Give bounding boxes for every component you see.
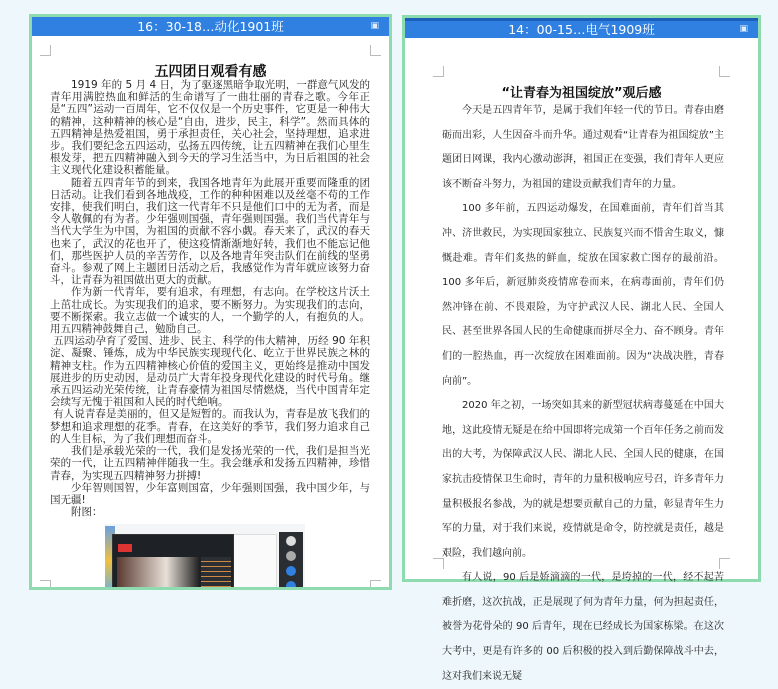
page-corner-mark [370, 45, 381, 56]
paragraph: 五四运动孕育了爱国、进步、民主、科学的伟大精神，历经 90 年积淀、凝聚、锤炼，成为中华民族实现现代化、屹立于世界民族之林的精神支柱。作为五四精神核心价值的爱国主义，更始终是推动中国发展进步的历史动因，是动员广大青年投身现代化建设的时代号角。继承五四运动光荣传统，让青春豪情为祖国尽情燃烧，当代中国青年定会续写无愧于祖国和人民的时代绝响。 [50, 335, 370, 409]
essay-body [50, 79, 370, 590]
paragraph: 随着五四青年节的到来，我国各地青年为此展开重要而隆重的团日活动。让我们看到各地战疫，工作的种种困难以及丝毫不苟的工作安排，使我们明白，我们这一代青年不只是他们口中的无为者，而是令人敬佩的有为者。少年强则国强，青年强则国强。我们当代青年与当代大学生为中国，为祖国的贡献不容小觑。春天来了，武汉的春天也来了，武汉的花也开了，使这疫情渐渐地好转，我们也不能忘记他们，那些医护人员的辛苦劳作，以及各地青年突击队们在前线的坚勇奋斗。参观了网上主题团日活动之后，我感觉作为青年就应该努力奋斗，让青春为祖国做出更大的贡献。 [50, 176, 370, 287]
essay-title: “让青春为祖国绽放”观后感 [501, 86, 662, 101]
paragraph: 今天是五四青年节，是属于我们年轻一代的节日。青春由磨砺而出彩，人生因奋斗而升华。通过观看“让青春为祖国绽放”主题团日网课，我内心激动澎湃，祖国正在变强，我们青年人更应该不断奋斗努力，为祖国的建设贡献我们青年的力量。 [442, 105, 724, 190]
paragraph: 1919 年的 5 月 4 日，为了驱逐黑暗争取光明，一群意气风发的青年用满腔热血和鲜活的生命谱写了一曲壮丽的青春之歌。今年正是“五四”运动一百周年，它不仅仅是一个历史事件，它更是一种伟大的精神，这种精神的核心是“自由，进步，民主，科学”。然而具体的五四精神是热爱祖国，勇于承担责任，关心社会，坚持理想，追求进步。我们要纪念五四运动，弘扬五四传统，让五四精神在我们心里生根发芽，把五四精神融入到今天的学习生活当中，为日后祖国的社会主义现代化建设积蓄能量。 [50, 79, 370, 177]
document-icon[interactable]: ▣ [370, 21, 379, 31]
essay-body [442, 99, 724, 689]
attached-screenshot-image [105, 524, 305, 590]
page-corner-mark [40, 45, 51, 56]
page-corner-mark [433, 66, 444, 77]
page-corner-mark [433, 558, 444, 569]
page-corner-mark [40, 580, 51, 590]
page-corner-mark [719, 66, 730, 77]
paragraph: 100 多年前，五四运动爆发，在国难面前，青年们首当其冲、济世救民，为实现国家独立、民族复兴而不惜舍生取义，慷慨赴难。青年们炙热的鲜血，绽放在国家救亡图存的最前沿。100 多年后，新冠肺炎疫情席卷而来，在病毒面前，青年们仍然冲锋在前、不畏艰险，为守护武汉人民、湖北人民、全国人民、甚至世界各国人民的生命健康而拼尽全力、奋不顾身。青年们的一腔热血，再一次绽放在困难面前。因为“决战决胜，青春向前”。 [442, 203, 724, 387]
paragraph: 附图： [71, 506, 103, 519]
paragraph: 2020 年之初，一场突如其来的新型冠状病毒蔓延在中国大地，这此疫情无疑是在给中国即将完成第一个百年任务之前而发出的大考，为保障武汉人民、湖北人民、全国人民的健康，在国家抗击疫情保卫生命时，青年的力量积极响应号召，许多青年力量积极报名参战，为的就是想要贡献自己的力量，彰显青年生力军的力量，对于我们来说，疫情就是命令，防控就是责任，越是艰险，我们越向前。 [442, 400, 724, 559]
paragraph: 有人说青春是美丽的，但又是短暂的。而我认为，青春是放飞我们的梦想和追求理想的花季。青春，在这美好的季节，我们努力追求自己的人生目标，为了我们理想而奋斗。 [50, 408, 370, 445]
paragraph: 作为新一代青年，要有追求，有理想，有志向。在学校这片沃土上茁壮成长。为实现我们的追求，要不断努力。为实现我们的志向，要不断探索。我立志做一个诚实的人，一个勤学的人，有抱负的人。用五四精神鼓舞自己，勉励自己。 [50, 286, 370, 336]
document-icon[interactable]: ▣ [739, 24, 748, 34]
page-corner-mark [719, 558, 730, 569]
paragraph: 有人说，90 后是娇滴滴的一代，是垮掉的一代，经不起苦难折磨，这次抗战，正是展现了何为青年力量，何为担起责任，被誉为花骨朵的 90 后青年，现在已经成长为国家栋梁。在这次大考中，更是有许多的 00 后积极的投入到后勤保障战斗中去，这对我们来说无疑 [442, 572, 724, 682]
paragraph: 我们是承载光荣的一代，我们是发扬光荣的一代，我们是担当光荣的一代，让五四精神伴随我一生。我会继承和发扬五四精神，珍惜青春，为实现五四精神努力拼搏! [50, 445, 370, 482]
page-corner-mark [370, 580, 381, 590]
left-document-header [32, 17, 389, 36]
essay-title: 五四团日观看有感 [154, 64, 267, 80]
right-document-header [405, 18, 758, 38]
left-document-viewer [29, 14, 392, 590]
left-document-title: 16：30-18…动化1901班 [137, 19, 284, 34]
right-document-title: 14：00-15…电气1909班 [508, 22, 655, 37]
paragraph: 少年智则国智，少年富则国富，少年强则国强，我中国少年，与国无疆! [50, 481, 370, 506]
right-document-viewer [402, 15, 761, 682]
